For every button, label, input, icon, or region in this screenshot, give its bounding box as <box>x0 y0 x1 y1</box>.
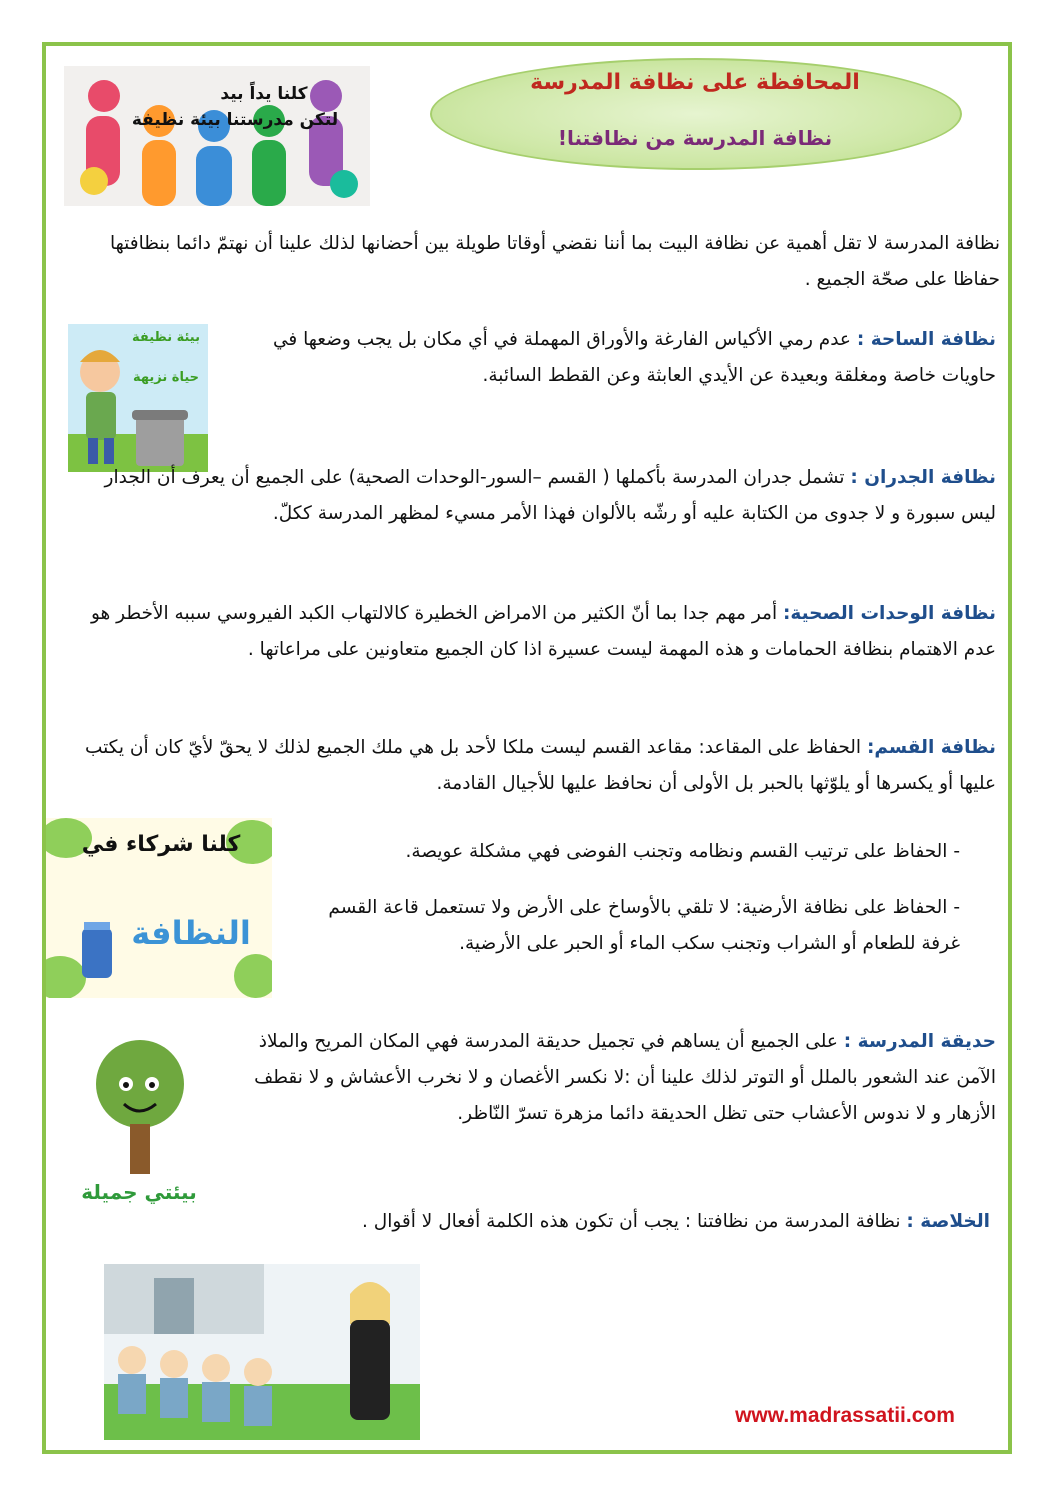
summary-paragraph: الخلاصة : نظافة المدرسة من نظافتنا : يجب أن تكون هذه الكلمة أفعال لا أقوال . <box>362 1211 990 1232</box>
walls-heading: نظافة الجدران : <box>850 467 996 488</box>
bullet-clean-floor: - الحفاظ على نظافة الأرضية: لا تلقي بالأوساخ على الأرض ولا تستعمل قاعة القسم غرفة للطعام أو الشراب وتجنب سكب الماء أو الحبر على الأرضية. <box>328 897 960 954</box>
yard-heading: نظافة الساحة : <box>856 329 996 350</box>
clean-env-caption-line1: بيئة نظيفة <box>132 330 200 345</box>
toilets-paragraph: نظافة الوحدات الصحية: أمر مهم جدا بما أنّ الكثير من الامراض الخطيرة كالالتهاب الكبد الفيروسي سببه الأخطر هو عدم الاهتمام بنظافة الحمامات و هذه المهمة ليست عسيرة اذا كان الجميع متعاونين على مراعاتها . <box>90 603 996 660</box>
hands-together-image <box>64 66 370 206</box>
walls-paragraph: نظافة الجدران : تشمل جدران المدرسة بأكملها ( القسم –السور-الوحدات الصحية) على الجميع أن يعرف أن الجدار ليس سبورة و لا جدوى من الكتابة عليه أو رشّه بالألوان فهذا الأمر مسيء لمظهر المدرسة ككلّ. <box>104 467 996 524</box>
hands-caption-line2: لتكن مدرستنا بيئة نظيفة <box>131 110 339 130</box>
toilets-heading: نظافة الوحدات الصحية: <box>783 603 996 624</box>
bullet-tidy-classroom: - الحفاظ على ترتيب القسم ونظامه وتجنب الفوضى فهي مشكلة عويصة. <box>405 841 960 862</box>
page-title: المحافظة على نظافة المدرسة <box>530 70 860 95</box>
partners-cleanliness-image <box>46 818 272 998</box>
garden-heading: حديقة المدرسة : <box>843 1031 996 1052</box>
boy-trash-can-icon <box>68 324 208 472</box>
clean-env-caption-line2: حياة نزيهة <box>132 370 200 385</box>
students-teacher-image <box>104 1264 420 1440</box>
partners-caption-line1: كلنا شركاء في <box>81 832 241 857</box>
hands-caption-line1: كلنا يداً بيد <box>220 84 308 104</box>
website-link[interactable]: www.madrassatii.com <box>735 1404 955 1427</box>
tree-image <box>64 1028 214 1218</box>
yard-paragraph: نظافة الساحة : عدم رمي الأكياس الفارغة والأوراق المهملة في أي مكان بل يجب وضعها في حاويات خاصة ومغلقة وبعيدة عن الأيدي العابثة وعن القطط السائبة. <box>272 329 996 386</box>
clean-environment-image <box>68 324 208 472</box>
tree-caption: بيئتي جميلة <box>81 1180 197 1204</box>
summary-heading: الخلاصة : <box>906 1211 990 1232</box>
students-walking-icon <box>104 1264 420 1440</box>
classroom-heading: نظافة القسم: <box>866 737 996 758</box>
partners-caption-line2: النظافة <box>131 914 251 952</box>
page-subtitle: نظافة المدرسة من نظافتنا! <box>557 126 833 150</box>
classroom-paragraph: نظافة القسم: الحفاظ على المقاعد: مقاعد القسم ليست ملكا لأحد بل هي ملك الجميع لذلك لا يحقّ لأيّ كان أن يكتب عليها أو يكسرها أو يلوّثها بالحبر بل الأولى أن نحافظ عليها للأجيال القادمة. <box>84 737 996 794</box>
intro-paragraph: نظافة المدرسة لا تقل أهمية عن نظافة البيت بما أننا نقضي أوقاتا طويلة بين أحضانها لذلك علينا أن نهتمّ دائما بنظافتها حفاظا على صحّة الجميع . <box>110 233 1000 290</box>
garden-paragraph: حديقة المدرسة : على الجميع أن يساهم في تجميل حديقة المدرسة فهي المكان المريح والملاذ الآمن عند الشعور بالملل أو التوتر لذلك علينا أن :لا نكسر الأغصان و لا نخرب الأعشاش و لا نقطف الأزهار و لا ندوس الأعشاب حتى تظل الحديقة دائما مزهرة تسرّ النّاظر. <box>254 1031 996 1124</box>
